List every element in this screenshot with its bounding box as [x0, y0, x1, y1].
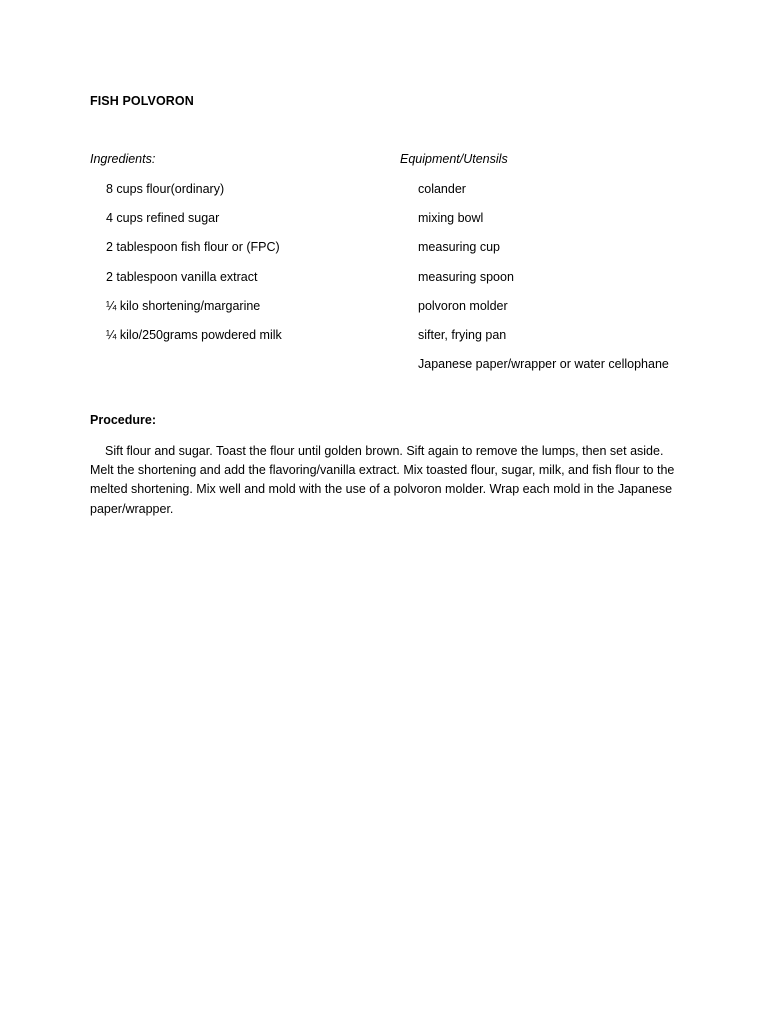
ingredients-list: [106, 181, 282, 356]
ingredient-item: 2 tablespoon vanilla extract: [106, 269, 258, 284]
equipment-item: mixing bowl: [418, 211, 484, 226]
equipment-heading: Equipment/Utensils: [400, 152, 508, 166]
ingredient-item: 8 cups flour(ordinary): [106, 182, 225, 196]
ingredient-item: ¼ kilo shortening/margarine: [106, 298, 261, 313]
ingredient-item: 2 tablespoon fish flour or (FPC): [106, 240, 280, 255]
ingredient-item: ¼ kilo/250grams powdered milk: [106, 327, 282, 342]
equipment-item: polvoron molder: [418, 298, 508, 313]
ingredient-item: 4 cups refined sugar: [106, 211, 220, 226]
equipment-item: measuring cup: [418, 240, 500, 255]
equipment-item: Japanese paper/wrapper or water cellophane: [418, 357, 669, 372]
equipment-item: measuring spoon: [418, 269, 514, 284]
equipment-item: colander: [418, 182, 466, 196]
procedure-heading: Procedure:: [90, 413, 156, 427]
document-title: FISH POLVORON: [90, 94, 194, 108]
equipment-item: sifter, frying pan: [418, 327, 507, 342]
ingredients-heading: Ingredients:: [90, 152, 156, 166]
procedure-text: Sift flour and sugar. Toast the flour until golden brown. Sift again to remove the lumps, then set aside. Melt the shortening and add the flavoring/vanilla extract. Mix toasted flour, sugar, milk, and fish flour to the melted shortening. Mix well and mold with the use of a polvoron molder. Wrap each mold in the Japanese paper/wrapper.: [90, 444, 675, 516]
equipment-list: [418, 181, 669, 385]
